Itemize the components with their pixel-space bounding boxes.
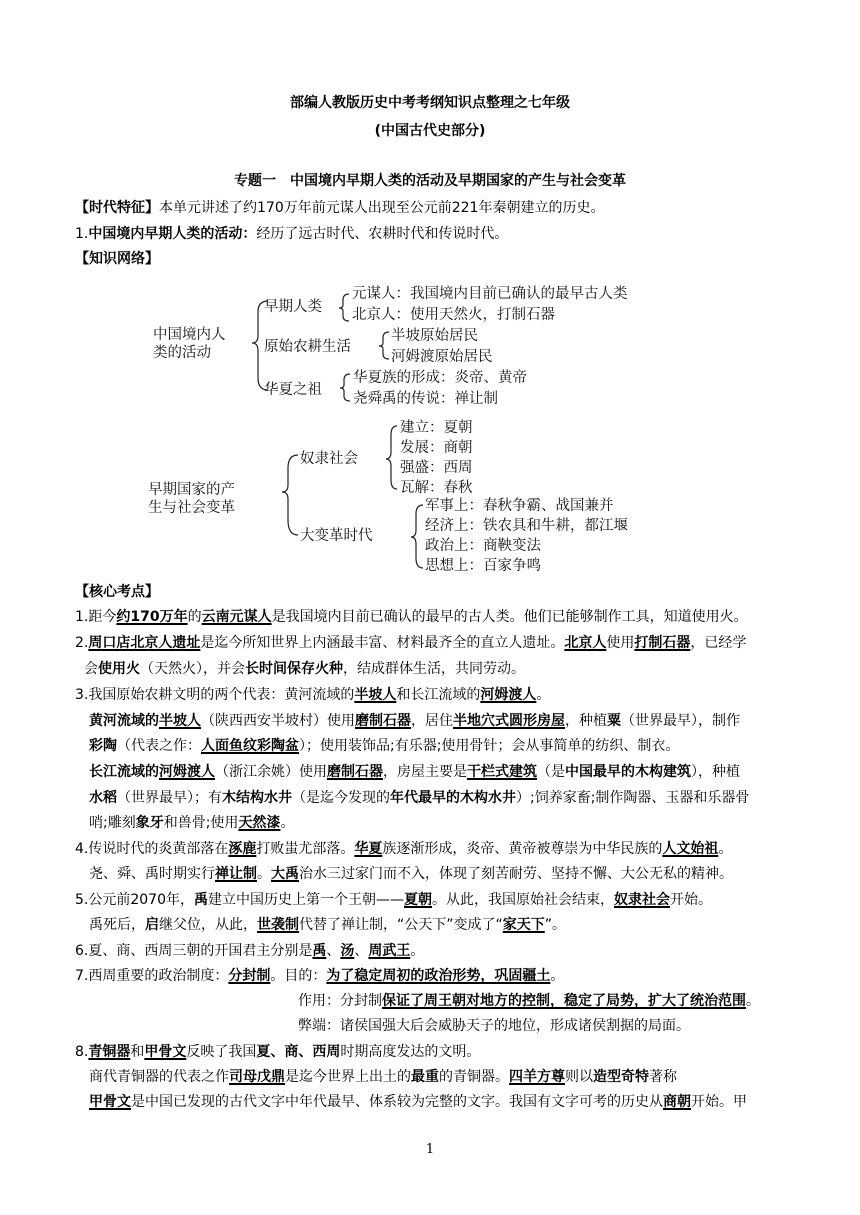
point-6 (75, 941, 424, 961)
era-text: 本单元讲述了约170万年前元谋人出现至公元前221年秦朝建立的历史。 (159, 200, 605, 216)
section-1-text: 经历了远古时代、农耕时代和传说时代。 (256, 226, 509, 242)
text-fragment: 代替了禅让制，“公天下”变成了“ (299, 917, 503, 933)
text-fragment: ），种植 (691, 764, 740, 780)
brace-2a (386, 426, 397, 489)
text-fragment: 打制石器 (634, 635, 691, 651)
point-2 (75, 633, 746, 653)
point-8-oracle (89, 1092, 747, 1112)
text-fragment: （陕西西安半坡村）使用 (201, 713, 355, 729)
text-fragment: 青铜器 (88, 1044, 131, 1060)
text-fragment: 商朝 (663, 1094, 691, 1110)
text-fragment: ”。 (544, 917, 567, 933)
page-subtitle: (中国古代史部分) (374, 123, 486, 139)
text-fragment: 周武王 (368, 943, 411, 959)
mindmap1-leaf: 元谋人：我国境内目前已确认的最早古人类 (352, 286, 628, 302)
mindmap2-leaf: 强盛：西周 (400, 460, 473, 476)
text-fragment: 干栏式建筑 (467, 764, 537, 780)
point-2-cont (84, 659, 525, 679)
text-fragment: （浙江余姚）使用 (215, 764, 327, 780)
mindmap2-leaf: 政治上：商鞅变法 (425, 538, 541, 554)
mindmap1-leaf: 河姆渡原始居民 (391, 349, 493, 365)
section-1-heading: 中国境内早期人类的活动： (88, 226, 257, 242)
text-fragment: 。 (257, 866, 271, 882)
text-fragment: 是迄今世界上出土的 (285, 1069, 411, 1085)
text-fragment: 会 (84, 661, 98, 677)
text-fragment: 早期国家的产 (148, 482, 235, 498)
text-fragment: ，结成群体生活，共同劳动。 (343, 661, 525, 677)
text-fragment: 。目的： (270, 968, 327, 984)
text-fragment: 3.我国原始农耕文明的两个代表：黄河流域的 (75, 687, 355, 703)
text-fragment: 是我国境内目前已确认的最早的古人类。他们已能够制作工具，知道使用火。 (271, 609, 748, 625)
point-3 (75, 685, 550, 705)
text-fragment: 最重 (411, 1069, 439, 1085)
text-fragment: 河姆渡人 (480, 687, 537, 703)
text-fragment: 。 (550, 968, 565, 984)
brace-1b (379, 332, 389, 359)
text-fragment: （是 (537, 764, 565, 780)
text-fragment: 、 (354, 943, 369, 959)
text-fragment: 。 (718, 841, 733, 857)
text-fragment: 建立中国历史上第一个王朝—— (208, 892, 404, 908)
text-fragment: 汤 (340, 943, 355, 959)
mindmap2-leaf: 军事上：春秋争霸、战国兼并 (425, 498, 614, 514)
text-fragment: 开始。 (670, 892, 712, 908)
page-number: 1 (425, 1142, 435, 1157)
text-fragment: 木结构水井 (222, 790, 292, 806)
text-fragment: 则以 (565, 1069, 593, 1085)
mindmap1-leaf: 北京人：使用天然火，打制石器 (352, 307, 555, 323)
text-fragment: （天然火），并会 (140, 661, 245, 677)
text-fragment: 造型奇特 (593, 1069, 649, 1085)
text-fragment: 。 (746, 993, 760, 1009)
text-fragment: 的 (187, 609, 202, 625)
point-8-bronze (89, 1067, 677, 1087)
text-fragment: 分封制 (228, 968, 271, 984)
text-fragment: 作用：分封制 (298, 993, 382, 1009)
mindmap2-leaf: 建立：夏朝 (400, 420, 473, 436)
point-7 (75, 966, 564, 986)
text-fragment: 、 (326, 943, 341, 959)
text-fragment: ）;饲养家畜;制作陶器、玉器和乐器骨 (516, 790, 750, 806)
text-fragment: 打败蚩尤部落。 (256, 841, 355, 857)
text-fragment: 周口店北京人遗址 (88, 635, 201, 651)
text-fragment: 年代最早的木构水井 (390, 790, 516, 806)
text-fragment: 甲骨文 (144, 1044, 187, 1060)
text-fragment: （世界最早）；有 (117, 790, 222, 806)
point-7-drawback (298, 1016, 690, 1036)
point-8 (75, 1042, 480, 1062)
text-fragment: 族逐渐形成，炎帝、黄帝被尊崇为中华民族的 (382, 841, 663, 857)
text-fragment: 时期高度发达的文明。 (340, 1044, 481, 1060)
brace-1c (340, 374, 350, 401)
mindmap1-leaf: 尧舜禹的传说：禅让制 (353, 391, 498, 407)
text-fragment: 保证了周王朝对地方的控制，稳定了局势，扩大了统治范围 (382, 993, 746, 1009)
text-fragment: 奴隶社会 (614, 892, 670, 908)
text-fragment: 类的活动 (153, 345, 211, 361)
text-fragment: ，种植 (565, 713, 607, 729)
text-fragment: 使用 (606, 635, 635, 651)
text-fragment: 长时间保存火种 (245, 661, 343, 677)
text-fragment: 2. (75, 635, 89, 651)
text-fragment: 半坡人 (159, 713, 201, 729)
mindmap2-root (148, 481, 235, 517)
point-3-banpo (89, 711, 740, 731)
mindmap2-branch-transformation: 大变革时代 (300, 528, 373, 544)
mindmap1-root (153, 326, 226, 362)
text-fragment: 黄河流域的 (89, 713, 159, 729)
mindmap1-branch-early-humans: 早期人类 (264, 299, 322, 315)
text-fragment: 。 (280, 815, 295, 831)
point-3-hemudu (89, 762, 740, 782)
text-fragment: （是迄今发现的 (292, 790, 390, 806)
text-fragment: 4.传说时代的炎黄部落在 (75, 841, 229, 857)
text-fragment: 商代青铜器的代表之作 (89, 1069, 229, 1085)
point-3-hemudu-cont2 (89, 813, 294, 833)
text-fragment: 粟 (607, 713, 621, 729)
text-fragment: 河姆渡人 (159, 764, 215, 780)
text-fragment: 治水三过家门而不入，体现了刻苦耐劳、坚持不懈、大公无私的精神。 (299, 866, 733, 882)
text-fragment: 北京人 (564, 635, 607, 651)
text-fragment: 半坡人 (354, 687, 397, 703)
text-fragment: 人面鱼纹彩陶盆 (201, 738, 299, 754)
text-fragment: 四羊方尊 (509, 1069, 565, 1085)
text-fragment: 中国境内人 (153, 327, 226, 343)
text-fragment: 禹 (312, 943, 327, 959)
text-fragment: 6.夏、商、西周三朝的开国君主分别是 (75, 943, 313, 959)
brace-1a (339, 294, 349, 321)
text-fragment: 和长江流域的 (396, 687, 481, 703)
mindmap2-leaf: 瓦解：春秋 (400, 480, 473, 496)
mindmap1-branch-farming: 原始农耕生活 (264, 339, 351, 355)
text-fragment: 弊端：诸侯国强大后会威胁天子的地位，形成诸侯割据的局面。 (298, 1018, 690, 1034)
point-5-cont (89, 915, 566, 935)
text-fragment: 启 (145, 917, 159, 933)
text-fragment: 【核心考点】 (75, 584, 159, 600)
text-fragment: 甲骨文 (89, 1094, 131, 1110)
text-fragment: 天然漆 (238, 815, 281, 831)
text-fragment: ，居住 (411, 713, 453, 729)
text-fragment: （世界最早），制作 (621, 713, 740, 729)
text-fragment: 【知识网络】 (75, 251, 159, 267)
section-number: 1. (75, 226, 89, 242)
mindmap2-leaf: 思想上：百家争鸣 (425, 558, 541, 574)
text-fragment: 是中国已发现的古代文字中年代最早、体系较为完整的文字。我国有文字可考的历史从 (131, 1094, 663, 1110)
text-fragment: 磨制石器 (355, 713, 411, 729)
text-fragment: 。从此，我国原始社会结束， (432, 892, 614, 908)
text-fragment: 哨;雕刻 (89, 815, 136, 831)
text-fragment: 使用火 (98, 661, 140, 677)
text-fragment: ，已经学 (690, 635, 747, 651)
text-fragment: 家天下 (502, 917, 545, 933)
text-fragment: 象牙 (135, 815, 164, 831)
text-fragment: 尧、舜、禹时期实行 (89, 866, 215, 882)
text-fragment: 5.公元前2070年， (75, 892, 194, 908)
text-fragment: 夏、商、西周 (256, 1044, 341, 1060)
text-fragment: 为了稳定周初的政治形势，巩固疆土 (326, 968, 551, 984)
text-fragment: 长江流域的 (89, 764, 159, 780)
point-5 (75, 890, 712, 910)
text-fragment: 继父位，从此， (159, 917, 257, 933)
mindmap1-leaf: 华夏族的形成：炎帝、黄帝 (353, 370, 527, 386)
text-fragment: ，房屋主要是 (383, 764, 467, 780)
mindmap2-leaf: 经济上：铁农具和牛耕，都江堰 (425, 518, 628, 534)
text-fragment: 禅让制 (215, 866, 257, 882)
text-fragment: 反映了我国 (186, 1044, 257, 1060)
text-fragment: 磨制石器 (327, 764, 383, 780)
text-fragment: 云南元谋人 (201, 609, 272, 625)
text-fragment: 涿鹿 (228, 841, 257, 857)
text-fragment: 著称 (649, 1069, 677, 1085)
text-fragment: 华夏 (354, 841, 383, 857)
text-fragment: 和兽骨;使用 (163, 815, 239, 831)
point-4-cont (89, 864, 733, 884)
topic-heading: 专题一 中国境内早期人类的活动及早期国家的产生与社会变革 (234, 173, 626, 189)
point-3-hemudu-cont (89, 788, 749, 808)
text-fragment: 大禹 (271, 866, 299, 882)
text-fragment: 水稻 (89, 790, 117, 806)
text-fragment: 开始。甲 (691, 1094, 747, 1110)
point-4 (75, 839, 732, 859)
mindmap2-branch-slavery: 奴隶社会 (300, 451, 358, 467)
text-fragment: 禹 (194, 892, 208, 908)
text-fragment: 人文始祖 (662, 841, 719, 857)
text-fragment: 彩陶 (89, 738, 117, 754)
mindmap2-leaf: 发展：商朝 (400, 440, 473, 456)
text-fragment: 禹死后， (89, 917, 145, 933)
text-fragment: 中国最早的木构建筑 (565, 764, 691, 780)
point-1 (75, 607, 748, 627)
point-3-banpo-cont (89, 736, 679, 756)
text-fragment: 生与社会变革 (148, 500, 235, 516)
mindmap1-branch-ancestors: 华夏之祖 (264, 382, 322, 398)
text-fragment: 司母戊鼎 (229, 1069, 285, 1085)
text-fragment: 的青铜器。 (439, 1069, 509, 1085)
text-fragment: 夏朝 (404, 892, 432, 908)
point-7-effect (298, 991, 760, 1011)
text-fragment: 半地穴式圆形房屋 (453, 713, 565, 729)
page-title: 部编人教版历史中考考纲知识点整理之七年级 (290, 95, 570, 111)
text-fragment: 。 (536, 687, 551, 703)
text-fragment: 7.西周重要的政治制度： (75, 968, 229, 984)
text-fragment: 约170万年 (116, 609, 188, 625)
text-fragment: 是迄今所知世界上内涵最丰富、材料最齐全的直立人遗址。 (200, 635, 565, 651)
text-fragment: 世袭制 (257, 917, 299, 933)
core-points-label (75, 582, 159, 602)
text-fragment: 和 (130, 1044, 145, 1060)
text-fragment: ）；使用装饰品;有乐器;使用骨针；会从事简单的纺织、制衣。 (299, 738, 680, 754)
text-fragment: 8. (75, 1044, 89, 1060)
era-label: 【时代特征】 (75, 200, 159, 216)
mindmap1-leaf: 半坡原始居民 (391, 328, 478, 344)
text-fragment: 。 (410, 943, 425, 959)
brace-root-2 (282, 455, 298, 535)
text-fragment: 1.距今 (75, 609, 117, 625)
brace-2b (411, 505, 423, 568)
text-fragment: （代表之作： (117, 738, 201, 754)
